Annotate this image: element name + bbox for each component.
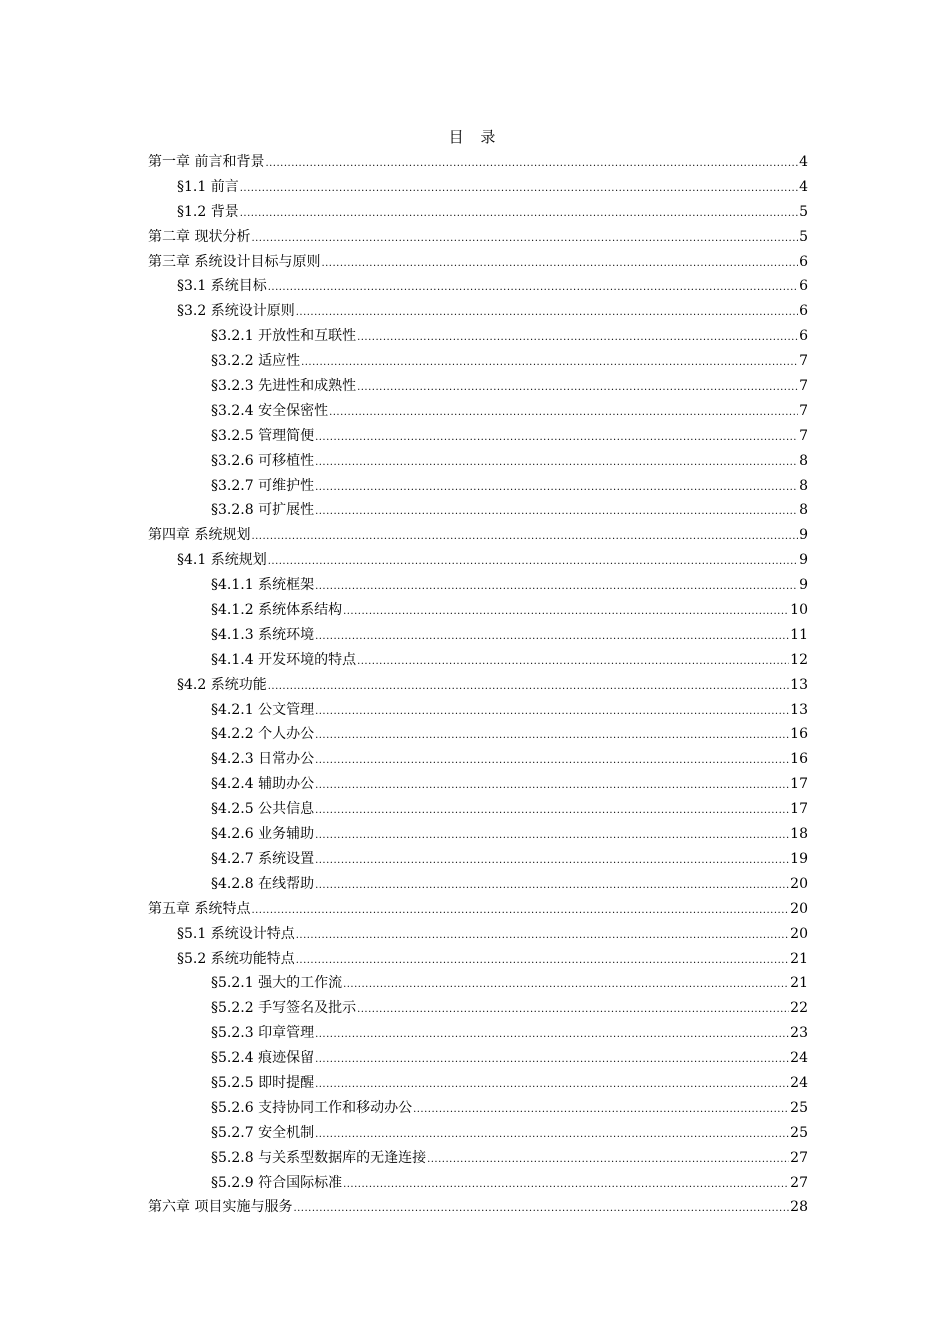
toc-entry-page-number: 6: [799, 278, 808, 295]
toc-entry[interactable]: [148, 250, 808, 275]
toc-entry-page-number: 13: [790, 701, 808, 718]
toc-entry-page-number: 27: [790, 1174, 808, 1191]
toc-entry-label: §4.1.4 开发环境的特点: [211, 651, 357, 668]
toc-dot-leader: [321, 252, 798, 277]
toc-entry-label: §5.2.7 安全机制: [211, 1124, 315, 1141]
toc-entry-label: §5.2.6 支持协同工作和移动办公: [211, 1099, 413, 1116]
toc-entry-label: §4.2.4 辅助办公: [211, 776, 315, 793]
toc-entry[interactable]: [148, 523, 808, 548]
toc-dot-leader: [315, 849, 789, 874]
toc-entry[interactable]: [148, 947, 808, 972]
toc-entry-label: §4.2 系统功能: [177, 676, 267, 693]
toc-dot-leader: [315, 724, 789, 749]
toc-dot-leader: [343, 973, 789, 998]
toc-entry-label: §3.1 系统目标: [177, 278, 267, 295]
toc-entry-label: §3.2.7 可维护性: [211, 477, 315, 494]
toc-entry[interactable]: [148, 548, 808, 573]
toc-entry-page-number: 8: [799, 452, 808, 469]
toc-dot-leader: [357, 998, 789, 1023]
toc-entry[interactable]: [148, 1096, 808, 1121]
toc-entry-label: §5.2.9 符合国际标准: [211, 1174, 343, 1191]
toc-entry[interactable]: [148, 922, 808, 947]
toc-dot-leader: [315, 774, 789, 799]
toc-dot-leader: [315, 799, 789, 824]
toc-entry-page-number: 10: [790, 602, 808, 619]
toc-entry-page-number: 8: [799, 502, 808, 519]
toc-entry-label: §4.1 系统规划: [177, 552, 267, 569]
toc-dot-leader: [240, 177, 798, 202]
toc-entry-label: §4.1.3 系统环境: [211, 626, 315, 643]
toc-entry-page-number: 6: [799, 253, 808, 270]
toc-entry-page-number: 18: [790, 826, 808, 843]
toc-entry[interactable]: [148, 673, 808, 698]
toc-entry[interactable]: [148, 449, 808, 474]
toc-dot-leader: [413, 1098, 789, 1123]
toc-entry-page-number: 5: [799, 203, 808, 220]
toc-entry[interactable]: [148, 374, 808, 399]
toc-entry-page-number: 20: [790, 925, 808, 942]
toc-entry[interactable]: [148, 1071, 808, 1096]
toc-entry[interactable]: [148, 648, 808, 673]
toc-entry[interactable]: [148, 897, 808, 922]
toc-entry-label: §3.2 系统设计原则: [177, 303, 295, 320]
toc-entry[interactable]: [148, 722, 808, 747]
toc-entry[interactable]: [148, 747, 808, 772]
toc-entry-page-number: 6: [799, 303, 808, 320]
toc-entry-page-number: 20: [790, 900, 808, 917]
toc-dot-leader: [315, 1048, 789, 1073]
toc-entry-page-number: 25: [790, 1099, 808, 1116]
toc-entry-page-number: 24: [790, 1074, 808, 1091]
toc-entry-page-number: 17: [790, 776, 808, 793]
toc-entry-label: §4.1.2 系统体系结构: [211, 602, 343, 619]
toc-entry[interactable]: [148, 996, 808, 1021]
toc-entry-page-number: 28: [790, 1199, 808, 1216]
toc-entry-page-number: 20: [790, 875, 808, 892]
toc-entry-page-number: 23: [790, 1025, 808, 1042]
toc-entry[interactable]: [148, 797, 808, 822]
toc-dot-leader: [343, 1173, 789, 1198]
toc-dot-leader: [343, 600, 789, 625]
toc-entry[interactable]: [148, 399, 808, 424]
toc-entry[interactable]: [148, 971, 808, 996]
toc-title: 目 录: [448, 128, 502, 146]
toc-entry-page-number: 9: [799, 527, 808, 544]
toc-entry-label: §3.2.4 安全保密性: [211, 402, 329, 419]
toc-dot-leader: [268, 550, 798, 575]
toc-entry-label: 第五章 系统特点: [148, 900, 251, 917]
toc-entry-page-number: 27: [790, 1149, 808, 1166]
toc-dot-leader: [357, 376, 798, 401]
toc-entry[interactable]: [148, 1021, 808, 1046]
toc-entry[interactable]: [148, 150, 808, 175]
toc-dot-leader: [251, 525, 798, 550]
toc-entry[interactable]: [148, 623, 808, 648]
toc-dot-leader: [315, 426, 798, 451]
toc-entry[interactable]: [148, 847, 808, 872]
toc-entry-page-number: 13: [790, 676, 808, 693]
toc-dot-leader: [357, 326, 798, 351]
table-of-contents: [148, 150, 808, 1220]
toc-dot-leader: [296, 301, 798, 326]
toc-entry-label: 第三章 系统设计目标与原则: [148, 253, 321, 270]
toc-entry[interactable]: [148, 598, 808, 623]
toc-entry-page-number: 16: [790, 751, 808, 768]
toc-dot-leader: [293, 1197, 789, 1222]
toc-entry-page-number: 16: [790, 726, 808, 743]
toc-entry-page-number: 8: [799, 477, 808, 494]
toc-dot-leader: [315, 500, 798, 525]
toc-entry[interactable]: [148, 424, 808, 449]
toc-entry-label: §5.2.1 强大的工作流: [211, 975, 343, 992]
toc-entry-label: §4.2.7 系统设置: [211, 850, 315, 867]
toc-entry-label: 第一章 前言和背景: [148, 154, 265, 170]
toc-dot-leader: [268, 276, 798, 301]
toc-entry-page-number: 6: [799, 328, 808, 345]
toc-entry[interactable]: [148, 175, 808, 200]
toc-entry[interactable]: [148, 1046, 808, 1071]
toc-dot-leader: [357, 650, 789, 675]
toc-entry[interactable]: [148, 698, 808, 723]
toc-dot-leader: [251, 899, 789, 924]
toc-entry-page-number: 25: [790, 1124, 808, 1141]
toc-entry-page-number: 7: [799, 427, 808, 444]
toc-entry-page-number: 19: [790, 850, 808, 867]
toc-dot-leader: [315, 1023, 789, 1048]
toc-entry-page-number: 4: [799, 178, 808, 195]
toc-entry[interactable]: [148, 1195, 808, 1220]
toc-entry[interactable]: [148, 1146, 808, 1171]
toc-entry-label: §5.1 系统设计特点: [177, 925, 295, 942]
toc-entry-label: §4.2.8 在线帮助: [211, 875, 315, 892]
toc-entry-label: §4.2.5 公共信息: [211, 801, 315, 818]
toc-entry[interactable]: [148, 573, 808, 598]
toc-dot-leader: [268, 675, 789, 700]
toc-entry[interactable]: [148, 299, 808, 324]
toc-entry-label: §3.2.1 开放性和互联性: [211, 328, 357, 345]
toc-entry-label: §5.2.5 即时提醒: [211, 1074, 315, 1091]
toc-dot-leader: [315, 1073, 789, 1098]
toc-dot-leader: [315, 749, 789, 774]
toc-entry-label: §1.2 背景: [177, 203, 239, 220]
toc-entry-page-number: 5: [799, 228, 808, 245]
toc-entry-page-number: 7: [799, 378, 808, 395]
toc-entry-label: §4.2.3 日常办公: [211, 751, 315, 768]
toc-dot-leader: [315, 700, 789, 725]
toc-entry-label: §4.1.1 系统框架: [211, 577, 315, 594]
toc-entry-label: §3.2.6 可移植性: [211, 452, 315, 469]
toc-dot-leader: [265, 152, 798, 177]
toc-entry[interactable]: [148, 274, 808, 299]
toc-entry[interactable]: [148, 474, 808, 499]
toc-entry[interactable]: [148, 822, 808, 847]
toc-entry-page-number: 17: [790, 801, 808, 818]
toc-entry-page-number: 24: [790, 1050, 808, 1067]
toc-dot-leader: [240, 202, 798, 227]
toc-dot-leader: [315, 476, 798, 501]
toc-entry-page-number: 9: [799, 552, 808, 569]
toc-entry-label: 第二章 现状分析: [148, 228, 251, 245]
toc-dot-leader: [296, 949, 789, 974]
toc-entry-page-number: 12: [790, 651, 808, 668]
toc-entry-label: §5.2.3 印章管理: [211, 1025, 315, 1042]
toc-entry-label: §3.2.2 适应性: [211, 353, 301, 370]
toc-entry-page-number: 21: [790, 975, 808, 992]
toc-dot-leader: [329, 401, 798, 426]
toc-entry-label: 第六章 项目实施与服务: [148, 1199, 293, 1216]
toc-entry-label: §3.2.8 可扩展性: [211, 502, 315, 519]
toc-dot-leader: [315, 575, 798, 600]
toc-dot-leader: [315, 874, 789, 899]
toc-entry-label: §5.2.8 与关系型数据库的无逢连接: [211, 1149, 427, 1166]
toc-entry[interactable]: [148, 1171, 808, 1196]
toc-dot-leader: [301, 351, 798, 376]
toc-dot-leader: [251, 227, 798, 252]
toc-entry-page-number: 9: [799, 577, 808, 594]
toc-entry-label: 第四章 系统规划: [148, 527, 251, 544]
toc-entry[interactable]: [148, 872, 808, 897]
toc-entry-page-number: 7: [799, 402, 808, 419]
toc-entry-page-number: 22: [790, 1000, 808, 1017]
toc-entry-label: §1.1 前言: [177, 178, 239, 195]
toc-entry-label: §3.2.5 管理简便: [211, 427, 315, 444]
toc-entry[interactable]: [148, 324, 808, 349]
toc-entry-label: §5.2 系统功能特点: [177, 950, 295, 967]
toc-entry[interactable]: [148, 349, 808, 374]
toc-entry-label: §3.2.3 先进性和成熟性: [211, 378, 357, 395]
toc-entry-label: §4.2.6 业务辅助: [211, 826, 315, 843]
toc-entry[interactable]: [148, 225, 808, 250]
toc-entry-label: §4.2.1 公文管理: [211, 701, 315, 718]
toc-dot-leader: [315, 451, 798, 476]
toc-entry[interactable]: [148, 772, 808, 797]
toc-entry[interactable]: [148, 200, 808, 225]
toc-dot-leader: [296, 924, 789, 949]
toc-entry[interactable]: [148, 498, 808, 523]
toc-dot-leader: [315, 1123, 789, 1148]
toc-dot-leader: [315, 824, 789, 849]
toc-entry-page-number: 7: [799, 353, 808, 370]
toc-entry-label: §5.2.4 痕迹保留: [211, 1050, 315, 1067]
toc-entry[interactable]: [148, 1121, 808, 1146]
toc-dot-leader: [315, 625, 789, 650]
toc-entry-page-number: 11: [790, 626, 808, 643]
toc-entry-page-number: 21: [790, 950, 808, 967]
toc-entry-label: §4.2.2 个人办公: [211, 726, 315, 743]
toc-entry-page-number: 4: [799, 154, 808, 170]
toc-dot-leader: [427, 1148, 789, 1173]
toc-entry-label: §5.2.2 手写签名及批示: [211, 1000, 357, 1017]
